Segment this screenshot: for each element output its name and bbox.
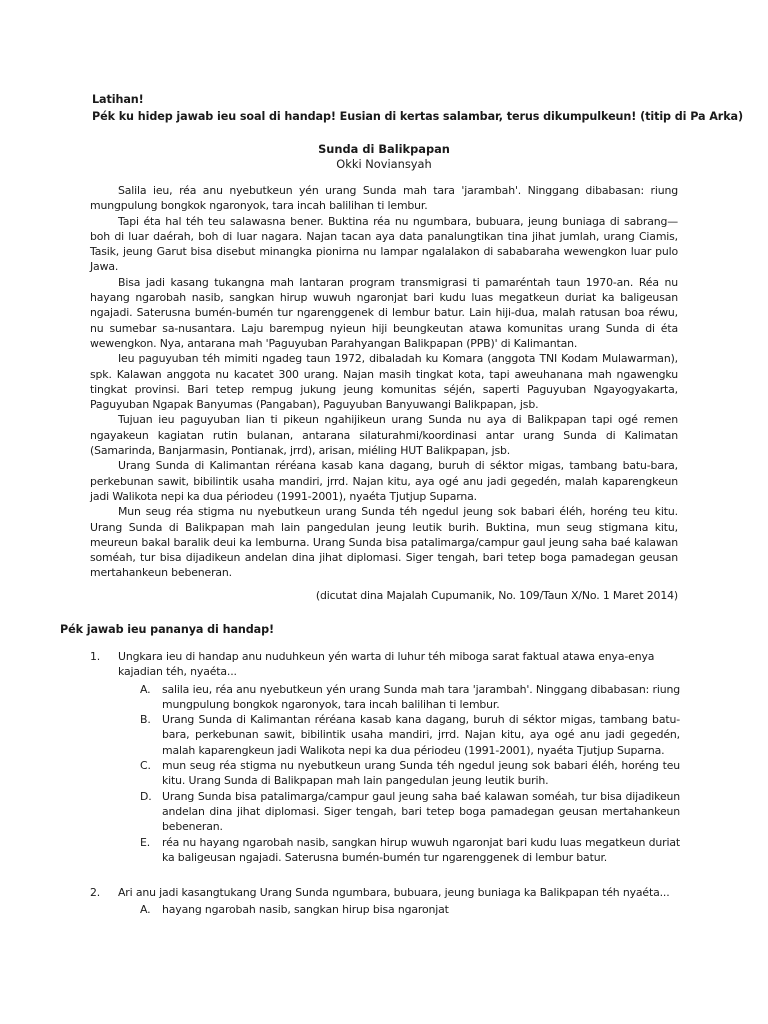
option-letter: E. <box>140 835 151 849</box>
question-1 <box>90 649 680 865</box>
question-text: Ungkara ieu di handap anu nuduhkeun yén warta di luhur téh miboga sarat faktual atawa enya-enya kajadian téh, nyaéta... <box>118 650 655 679</box>
question-number: 1. <box>90 650 101 663</box>
answer-option-a[interactable] <box>140 902 680 917</box>
option-text: réa nu hayang ngarobah nasib, sangkan hirup wuwuh ngaronjat bari kudu luas megatkeun duriat ka baligeusan ngajadi. Saterusna bumén-bumén tur ngarenggenek di lembur batur. <box>162 835 680 864</box>
option-letter: A. <box>140 903 151 917</box>
answer-option-a[interactable] <box>140 682 680 713</box>
exercise-label: Latihan! <box>92 93 144 106</box>
option-letter: A. <box>140 682 151 696</box>
article-paragraph: Bisa jadi kasang tukangna mah lantaran program transmigrasi ti pamaréntah taun 1970-an. Réa nu hayang ngarobah nasib, sangkan hirup wuwuh ngaronjat bari kudu luas megatkeun duriat ka baligeusan ngajadi. Saterusna bumén-bumén tur ngarenggenek di lembur batur. Lain hiji-dua, malah ratusan boa réwu, nu sumebar sa-nusantara. Laju barempug nyieun hiji beungkeutan atawa komunitas urang Sunda di éta wewengkon. Nya, antarana mah 'Paguyuban Parahyangan Balikpapan (PPB)' di Kalimantan. <box>90 275 678 350</box>
option-letter: B. <box>140 713 151 727</box>
answer-option-d[interactable] <box>140 789 680 835</box>
option-text: Urang Sunda bisa patalimarga/campur gaul jeung saha baé kalawan soméah, tur bisa dijadikeun andelan dina jihat diplomasi. Siger tengah, bari tetep boga pamadegan geusan mertahankeun bebeneran. <box>162 789 680 834</box>
answer-option-b[interactable] <box>140 712 680 758</box>
article-paragraph: Urang Sunda di Kalimantan réréana kasab kana dagang, buruh di séktor migas, tambang batu-bara, perkebunan sawit, bibilintik usaha mandiri, jrrd. Najan kitu, aya ogé anu jadi gegedén, malah kaparengkeun jadi Walikota nepi ka dua périodeu (1991-2001), nyaéta Tjutjup Suparna. <box>90 459 678 503</box>
option-letter: D. <box>140 789 152 803</box>
article-paragraph: Tujuan ieu paguyuban lian ti pikeun ngahijikeun urang Sunda nu aya di Balikpapan tapi ogé remen ngayakeun kagiatan rutin bulanan, antarana silaturahmi/koordinasi antar urang Sunda di Kalimatan (Samarinda, Banjarmasin, Pontianak, jrrd), arisan, miéling HUT Balikpapan, jsb. <box>90 413 678 458</box>
option-text: Urang Sunda di Kalimantan réréana kasab kana dagang, buruh di séktor migas, tambang batu-bara, perkebunan sawit, bibilintik usaha mandiri, jrrd. Najan kitu, aya ogé anu jadi gegedén, malah kaparengkeun jadi Walikota nepi ka dua périodeu (1991-2001), nyaéta Tjutjup Suparna. <box>162 713 680 757</box>
answer-options <box>140 902 680 917</box>
article-citation: (dicutat dina Majalah Cupumanik, No. 109/Taun X/No. 1 Maret 2014) <box>315 589 678 602</box>
question-number: 2. <box>90 886 101 899</box>
article-title: Sunda di Balikpapan <box>318 142 450 156</box>
option-text: hayang ngarobah nasib, sangkan hirup bisa ngaronjat <box>162 903 449 917</box>
question-text: Ari anu jadi kasangtukang Urang Sunda ngumbara, bubuara, jeung buniaga ka Balikpapan téh nyaéta... <box>118 886 670 899</box>
article-author: Okki Noviansyah <box>336 157 432 171</box>
option-text: mun seug réa stigma nu nyebutkeun urang Sunda téh ngedul jeung sok babari éléh, horéng teu kitu. Urang Sunda di Balikpapan mah lain pangedulan jeung leutik burih. <box>162 759 680 788</box>
article-paragraph: Salila ieu, réa anu nyebutkeun yén urang Sunda mah tara 'jarambah'. Ninggang dibabasan: riung mungpulung bongkok ngaronyok, tara incah balilihan ti lembur. <box>90 184 678 213</box>
article-paragraph: Tapi éta hal téh teu salawasna bener. Buktina réa nu ngumbara, bubuara, jeung buniaga di sabrang—boh di luar daérah, boh di luar nagara. Najan tacan aya data panalungtikan tina jihat jumlah, urang Ciamis, Tasik, jeung Garut bisa disebut minangka pionirna nu lampar ngalalakon di sababaraha wewengkon luar pulo Jawa. <box>90 214 678 274</box>
question-2 <box>90 885 680 918</box>
option-text: salila ieu, réa anu nyebutkeun yén urang Sunda mah tara 'jarambah'. Ninggang dibabasan: riung mungpulung bongkok ngaronyok, tara incah balilihan ti lembur. <box>162 682 680 711</box>
answer-options <box>140 682 680 866</box>
questions-heading: Pék jawab ieu pananya di handap! <box>60 623 275 636</box>
exercise-instruction: Pék ku hidep jawab ieu soal di handap! Eusian di kertas salambar, terus dikumpulkeun! (titip di Pa Arka) <box>92 110 744 123</box>
answer-option-e[interactable] <box>140 835 680 866</box>
article-body <box>90 183 678 581</box>
article-paragraph: Ieu paguyuban téh mimiti ngadeg taun 1972, dibaladah ku Komara (anggota TNI Kodam Mulawarman), spk. Kalawan anggota nu kacatet 300 urang. Najan masih tingkat kota, tapi aweuhanana mah ngawengku tingkat provinsi. Bari tetep rempug jukung jeung komunitas séjén, saperti Paguyuban Ngayogyakarta, Paguyuban Ngapak Banyumas (Pangaban), Paguyuban Banyuwangi Balikpapan, jsb. <box>90 352 678 412</box>
option-letter: C. <box>140 759 151 773</box>
answer-option-c[interactable] <box>140 758 680 789</box>
article-paragraph: Mun seug réa stigma nu nyebutkeun urang Sunda téh ngedul jeung sok babari éléh, horéng teu kitu. Urang Sunda di Balikpapan mah lain pangedulan jeung leutik burih. Buktina, mun seug stigmana kitu, meureun bakal baralik deui ka lemburna. Urang Sunda bisa patalimarga/campur gaul jeung saha baé kalawan soméah, tur bisa dijadikeun andelan dina jihat diplomasi. Siger tengah, bari tetep boga pamadegan geusan mertahankeun bebeneran. <box>90 505 678 580</box>
